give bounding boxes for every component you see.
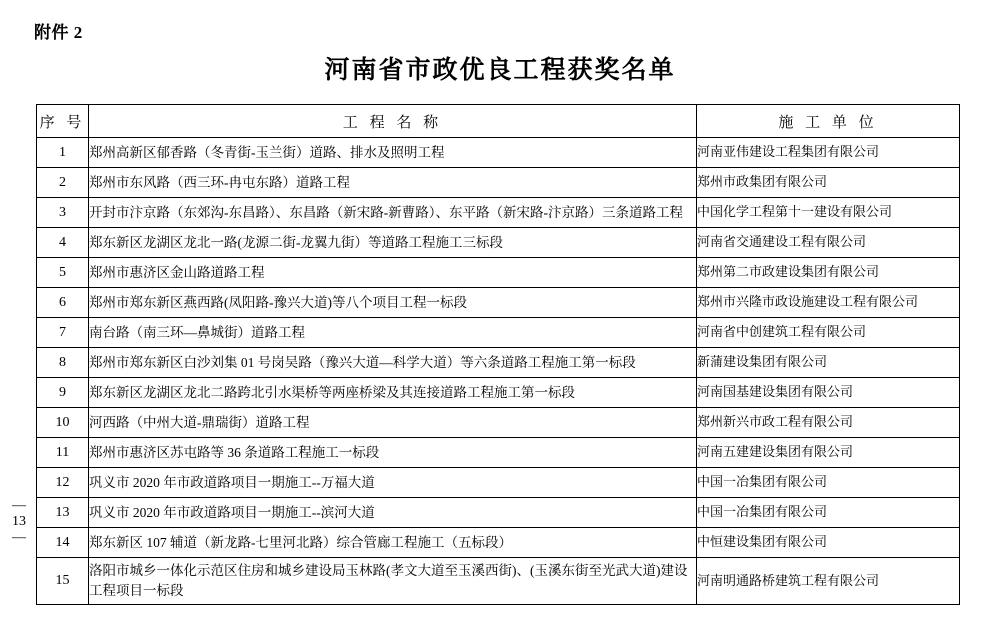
cell-no: 7 [37,318,89,348]
table-row [37,168,960,198]
cell-construction-unit: 河南五建建设集团有限公司 [697,438,960,468]
table-row [37,408,960,438]
cell-construction-unit: 中恒建设集团有限公司 [697,528,960,558]
cell-project-name: 开封市汴京路（东郊沟-东昌路）、东昌路（新宋路-新曹路）、东平路（新宋路-汴京路）三条道路工程 [89,198,697,228]
cell-construction-unit: 郑州市政集团有限公司 [697,168,960,198]
cell-no: 4 [37,228,89,258]
cell-no: 5 [37,258,89,288]
table-row [37,528,960,558]
table-header-row [37,105,960,138]
table-row [37,438,960,468]
cell-construction-unit: 河南明通路桥建筑工程有限公司 [697,558,960,605]
cell-project-name: 郑州市惠济区金山路道路工程 [89,258,697,288]
table-row [37,258,960,288]
cell-project-name: 郑州高新区郁香路（冬青街-玉兰街）道路、排水及照明工程 [89,138,697,168]
cell-no: 6 [37,288,89,318]
table-row [37,138,960,168]
attachment-label: 附件 2 [34,23,83,42]
cell-construction-unit: 河南省交通建设工程有限公司 [697,228,960,258]
cell-no: 9 [37,378,89,408]
table-row [37,558,960,605]
cell-project-name: 郑州市惠济区苏屯路等 36 条道路工程施工一标段 [89,438,697,468]
cell-construction-unit: 新蒲建设集团有限公司 [697,348,960,378]
cell-project-name: 郑州市东风路（西三环-冉屯东路）道路工程 [89,168,697,198]
cell-construction-unit: 中国一冶集团有限公司 [697,468,960,498]
table-row [37,378,960,408]
cell-no: 8 [37,348,89,378]
cell-no: 11 [37,438,89,468]
cell-construction-unit: 河南省中创建筑工程有限公司 [697,318,960,348]
cell-project-name: 郑州市郑东新区燕西路(凤阳路-豫兴大道)等八个项目工程一标段 [89,288,697,318]
column-header-no: 序 号 [37,105,89,138]
page-number-text: — 13 — [12,498,26,546]
cell-project-name: 南台路（南三环—鼻城街）道路工程 [89,318,697,348]
cell-no: 14 [37,528,89,558]
cell-construction-unit: 河南国基建设集团有限公司 [697,378,960,408]
page-number [8,498,30,546]
cell-construction-unit: 郑州市兴隆市政设施建设工程有限公司 [697,288,960,318]
cell-project-name: 郑州市郑东新区白沙刘集 01 号岗吴路（豫兴大道—科学大道）等六条道路工程施工第一标段 [89,348,697,378]
cell-project-name: 郑东新区龙湖区龙北一路(龙源二街-龙翼九街）等道路工程施工三标段 [89,228,697,258]
cell-no: 12 [37,468,89,498]
table-row [37,228,960,258]
cell-no: 1 [37,138,89,168]
cell-construction-unit: 郑州第二市政建设集团有限公司 [697,258,960,288]
cell-construction-unit: 河南亚伟建设工程集团有限公司 [697,138,960,168]
cell-no: 15 [37,558,89,605]
cell-construction-unit: 中国化学工程第十一建设有限公司 [697,198,960,228]
table-row [37,288,960,318]
cell-project-name: 郑东新区龙湖区龙北二路跨北引水渠桥等两座桥梁及其连接道路工程施工第一标段 [89,378,697,408]
page-title: 河南省市政优良工程获奖名单 [324,57,676,84]
cell-project-name: 郑东新区 107 辅道（新龙路-七里河北路）综合管廊工程施工（五标段） [89,528,697,558]
cell-no: 13 [37,498,89,528]
table-row [37,468,960,498]
column-header-project-name: 工 程 名 称 [89,105,697,138]
cell-project-name: 洛阳市城乡一体化示范区住房和城乡建设局玉林路(孝文大道至玉溪西街)、(玉溪东街至光武大道)建设工程项目一标段 [89,558,697,605]
table-row [37,348,960,378]
cell-project-name: 巩义市 2020 年市政道路项目一期施工--万福大道 [89,468,697,498]
table-row [37,498,960,528]
column-header-construction-unit: 施 工 单 位 [697,105,960,138]
award-list-table [36,104,960,605]
cell-construction-unit: 郑州新兴市政工程有限公司 [697,408,960,438]
table-body [37,138,960,605]
cell-no: 2 [37,168,89,198]
cell-no: 10 [37,408,89,438]
table-row [37,318,960,348]
cell-construction-unit: 中国一冶集团有限公司 [697,498,960,528]
cell-no: 3 [37,198,89,228]
cell-project-name: 河西路（中州大道-鼎瑞街）道路工程 [89,408,697,438]
cell-project-name: 巩义市 2020 年市政道路项目一期施工--滨河大道 [89,498,697,528]
table-row [37,198,960,228]
